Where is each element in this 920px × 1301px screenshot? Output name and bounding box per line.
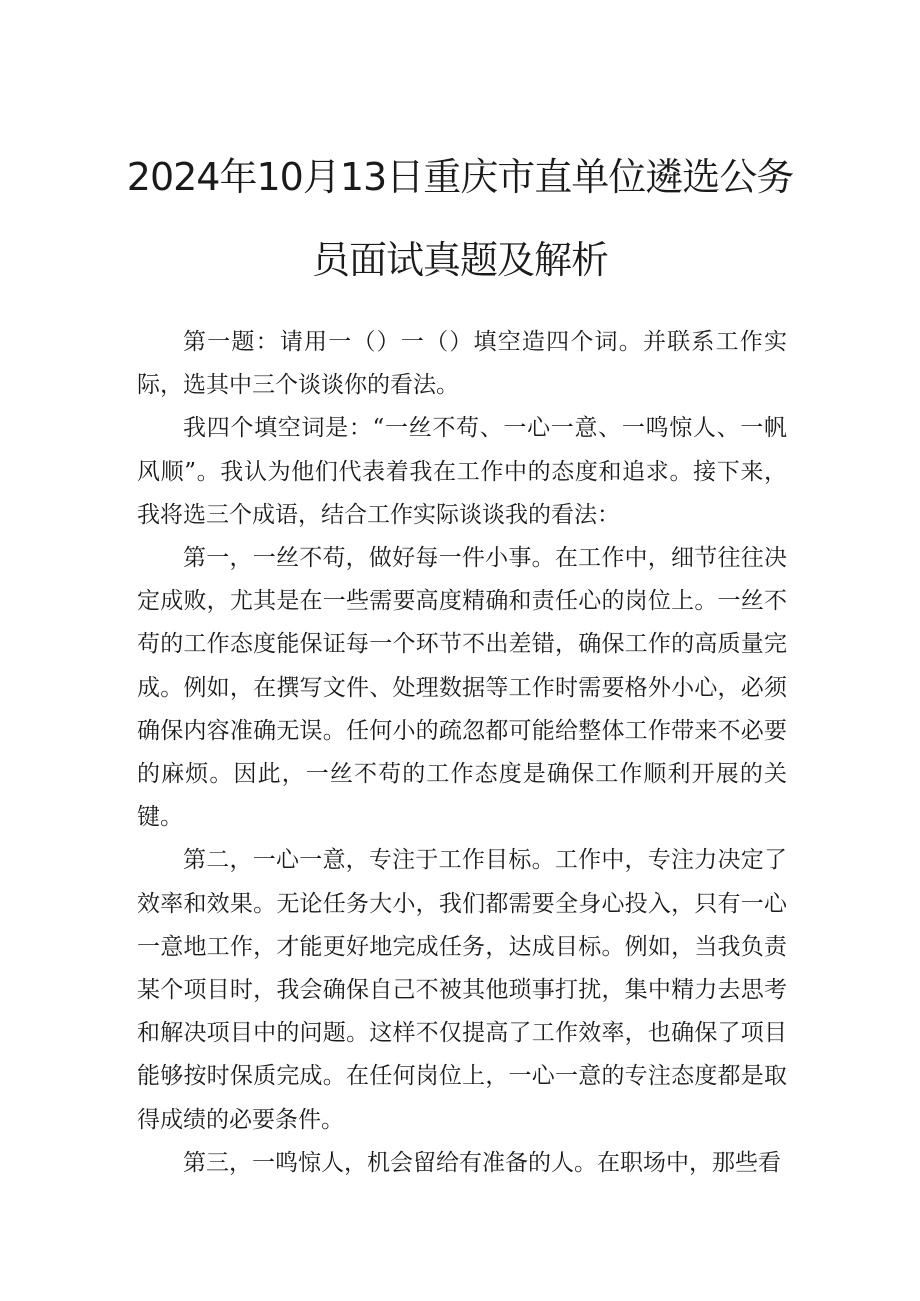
answer-point-1-paragraph: 第一，一丝不苟，做好每一件小事。在工作中，细节往往决定成败，尤其是在一些需要高度精确和责任心的岗位上。一丝不苟的工作态度能保证每一个环节不出差错，确保工作的高质量完成。例如，在撰写文件、处理数据等工作时需要格外小心，必须确保内容准确无误。任何小的疏忽都可能给整体工作带来不必要的麻烦。因此，一丝不苟的工作态度是确保工作顺利开展的关键。 bbox=[137, 545, 787, 831]
document-title-line-2: 员面试真题及解析 bbox=[311, 238, 608, 282]
question-paragraph: 第一题：请用一（）一（）填空造四个词。并联系工作实际，选其中三个谈谈你的看法。 bbox=[137, 329, 787, 399]
answer-point-2-paragraph: 第二，一心一意，专注于工作目标。工作中，专注力决定了效率和效果。无论任务大小，我们都需要全身心投入，只有一心一意地工作，才能更好地完成任务，达成目标。例如，当我负责某个项目时，我会确保自己不被其他琐事打扰，集中精力去思考和解决项目中的问题。这样不仅提高了工作效率，也确保了项目能够按时保质完成。在任何岗位上，一心一意的专注态度都是取得成绩的必要条件。 bbox=[137, 847, 787, 1133]
answer-intro-paragraph: 我四个填空词是：“一丝不苟、一心一意、一鸣惊人、一帆风顺”。我认为他们代表着我在工作中的态度和追求。接下来，我将选三个成语，结合工作实际谈谈我的看法： bbox=[137, 415, 787, 528]
answer-point-3-paragraph: 第三，一鸣惊人，机会留给有准备的人。在职场中，那些看 bbox=[183, 1149, 781, 1176]
document-body bbox=[137, 321, 787, 1185]
document-title-line-1: 2024年10月13日重庆市直单位遴选公务 bbox=[126, 155, 794, 199]
